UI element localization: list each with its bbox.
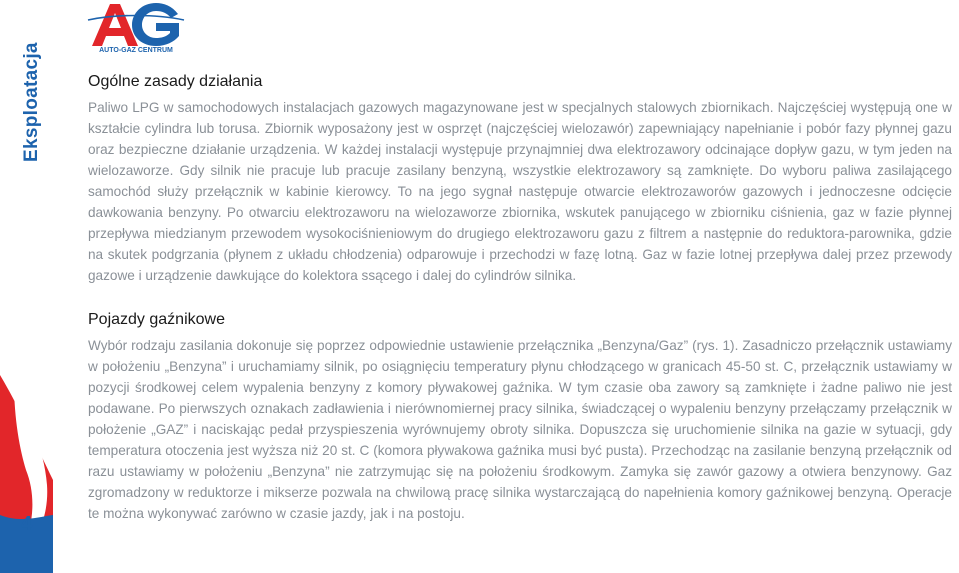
main-content <box>88 72 952 524</box>
section-body-carburetor-vehicles: Wybór rodzaju zasilania dokonuje się poprzez odpowiednie ustawienie przełącznika „Benzyna/Gaz” (rys. 1). Zasadniczo przełącznik ustawiamy w położeniu „Benzyna” i uruchamiamy silnik, po osiągnięciu temperatury płynu chłodzącego w granicach 45-50 st. C, przełącznik ustawiamy w pozycji środkowej celem wypalenia benzyny z komory pływakowej gaźnika. W tym czasie oba zawory są zamknięte i żadne paliwo nie jest podawane. Po pierwszych oznakach zadławienia i nierównomiernej pracy silnika, świadczącej o wypaleniu benzyny przełączamy przełącznik w położenie „GAZ” i naciskając pedał przyspieszenia wyrównujemy obroty silnika. Dopuszcza się uruchomienie silnika na gazie w sytuacji, gdy temperatura otoczenia jest wyższa niż 20 st. C (komora pływakowa gaźnika musi być pusta). Przechodząc na zasilanie benzyną przełącznik od razu ustawiamy w położeniu „Benzyna” nie zatrzymując się na położeniu środkowym. Zamyka się zawór gazowy a otwiera benzynowy. Gaz zgromadzony w reduktorze i mikserze pozwala na chwilową pracę silnika wystarczającą do napełnienia komory gaźnikowej benzyną. Operacje te można wykonywać zarówno w czasie jazdy, jak i na postoju. <box>88 338 952 521</box>
section-heading-carburetor-vehicles: Pojazdy gaźnikowe <box>88 311 225 328</box>
page-number: 4 <box>20 513 33 535</box>
sidebar <box>0 0 53 573</box>
section-body-general-principles: Paliwo LPG w samochodowych instalacjach gazowych magazynowane jest w specjalnych stalowych zbiornikach. Najczęściej występują one w kształcie cylindra lub torusa. Zbiornik wyposażony jest w osprzęt (najczęściej wielozawór) zapewniający napełnianie i pobór fazy płynnej gazu oraz bezpieczne działanie urządzenia. W każdej instalacji występuje przynajmniej dwa elektrozawory odcinające dopływ gazu, w tym jeden na wielozaworze. Gdy silnik nie pracuje lub pracuje zasilany benzyną, wszystkie elektrozawory są zamknięte. Do wyboru paliwa zasilającego samochód służy przełącznik w kabinie kierowcy. To na jego sygnał następuje otwarcie elektrozaworów gazowych i jednoczesne odcięcie dawkowania benzyny. Po otwarciu elektrozaworu na wielozaworze zbiornika, wskutek panującego w zbiorniku ciśnienia, gaz w fazie płynnej przepływa miedzianym przewodem wysokociśnieniowym do drugiego elektrozaworu gazu z filtrem a następnie do reduktora-parownika, gdzie na skutek podgrzania (płynem z układu chłodzenia) odparowuje i przechodzi w fazę lotną. Gaz w fazie lotnej przepływa dalej przez przewody gazowe i urządzenie dawkujące do kolektora ssącego i dalej do cylindrów silnika. <box>88 100 952 283</box>
logo-subtitle: AUTO-GAZ CENTRUM <box>99 47 173 54</box>
section-heading-general-principles: Ogólne zasady działania <box>88 73 263 90</box>
section-title-vertical: Eksploatacja <box>21 42 42 162</box>
